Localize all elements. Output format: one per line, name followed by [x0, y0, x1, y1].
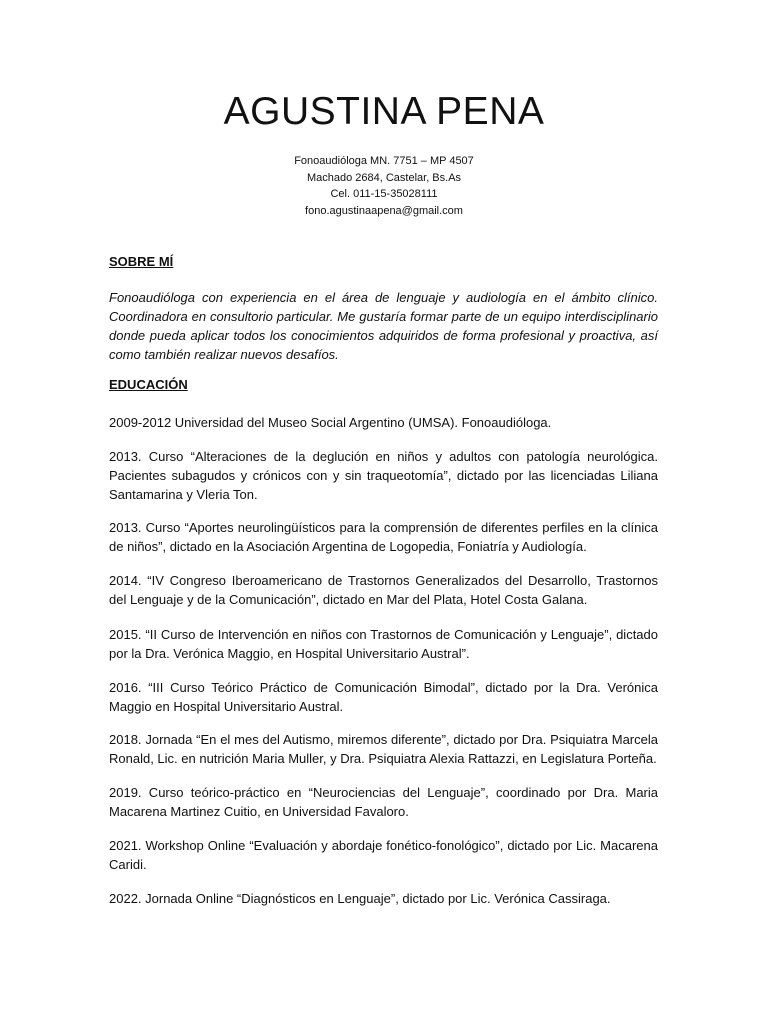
address: Machado 2684, Castelar, Bs.As: [306, 171, 462, 184]
education-heading: EDUCACIÓN: [109, 377, 188, 392]
email: fono.agustinaapena@gmail.com: [305, 204, 463, 217]
education-entry: 2016. “III Curso Teórico Práctico de Comunicación Bimodal”, dictado por la Dra. Verónica Maggio en Hospital Universitario Austral.: [109, 680, 658, 714]
education-entry: 2022. Jornada Online “Diagnósticos en Lenguaje”, dictado por Lic. Verónica Cassiraga.: [109, 891, 611, 906]
education-entry: 2009-2012 Universidad del Museo Social Argentino (UMSA). Fonoaudióloga.: [109, 415, 552, 430]
about-text: Fonoaudióloga con experiencia en el área de lenguaje y audiología en el ámbito clínico. Coordinadora en consultorio particular. Me gustaría formar parte de un equipo interdisciplinario donde pueda aplicar todos los conocimientos adquiridos de forma profesional y proactiva, así como también realizar nuevos desafíos.: [109, 290, 658, 362]
education-entry: 2015. “II Curso de Intervención en niños con Trastornos de Comunicación y Lenguaje”, dictado por la Dra. Verónica Maggio, en Hospital Universitario Austral”.: [109, 627, 658, 661]
education-entry: 2019. Curso teórico-práctico en “Neurociencias del Lenguaje”, coordinado por Dra. Maria Macarena Martinez Cuitio, en Universidad Favaloro.: [109, 785, 658, 819]
about-heading: SOBRE MÍ: [109, 254, 174, 269]
education-entry: 2018. Jornada “En el mes del Autismo, miremos diferente”, dictado por Dra. Psiquiatra Marcela Ronald, Lic. en nutrición Maria Muller, y Dra. Psiquiatra Alexia Rattazzi, en Legislatura Porteña.: [109, 732, 658, 766]
education-entry: 2013. Curso “Alteraciones de la deglución en niños y adultos con patología neurológica. Pacientes subagudos y crónicos con y sin traqueotomía”, dictado por las licenciadas Liliana Santamarina y Vleria Ton.: [109, 449, 658, 502]
phone: Cel. 011-15-35028111: [330, 188, 438, 200]
contact-block: [0, 153, 768, 219]
candidate-name: AGUSTINA PENA: [223, 90, 545, 133]
education-entry: 2013. Curso “Aportes neurolingüísticos para la comprensión de diferentes perfiles en la clínica de niños”, dictado en la Asociación Argentina de Logopedia, Foniatría y Audiología.: [109, 520, 658, 554]
education-entry: 2014. “IV Congreso Iberoamericano de Trastornos Generalizados del Desarrollo, Trastornos del Lenguaje y de la Comunicación”, dictado en Mar del Plata, Hotel Costa Galana.: [109, 573, 658, 607]
education-entry: 2021. Workshop Online “Evaluación y abordaje fonético-fonológico”, dictado por Lic. Macarena Caridi.: [109, 838, 658, 872]
profession-license: Fonoaudióloga MN. 7751 – MP 4507: [294, 155, 474, 167]
